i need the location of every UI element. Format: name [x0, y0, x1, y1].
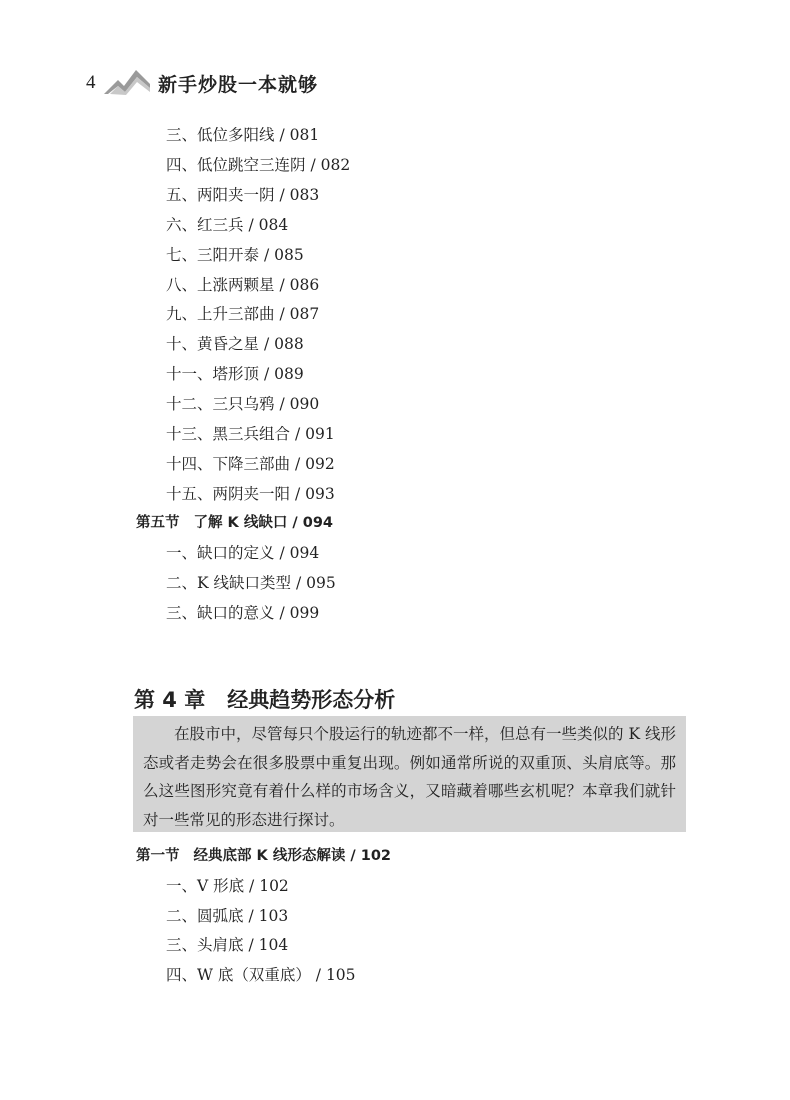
toc-entry[interactable]: 二、K 线缺口类型 / 095 — [166, 573, 336, 592]
toc-entry[interactable]: 八、上涨两颗星 / 086 — [166, 275, 320, 294]
toc-entry[interactable]: 十一、塔形顶 / 089 — [166, 365, 304, 384]
toc-entry-label: 十二、三只乌鸦 — [166, 395, 275, 414]
toc-entry[interactable]: 三、低位多阳线 / 081 — [166, 126, 320, 144]
toc-entry-label: 一、V 形底 — [166, 877, 245, 895]
toc-entry[interactable]: 十五、两阴夹一阳 / 093 — [166, 484, 335, 503]
toc-entry-page: 103 — [258, 906, 289, 925]
toc-entry-page: 088 — [274, 335, 304, 354]
toc-entry-page: 081 — [289, 126, 320, 144]
page-number: 4 — [86, 72, 96, 93]
section-number: 第五节 — [136, 515, 180, 531]
toc-entry-page: 083 — [289, 185, 320, 204]
toc-entry[interactable]: 十、黄昏之星 / 088 — [166, 335, 304, 354]
toc-entry-page: 082 — [320, 155, 351, 174]
toc-entry-label: 四、低位跳空三连阴 — [166, 155, 306, 174]
chapter-intro-box — [133, 716, 686, 832]
toc-entry-page: 093 — [305, 484, 335, 503]
chapter-heading — [134, 684, 395, 714]
toc-entry-label: 五、两阳夹一阴 — [166, 185, 275, 204]
toc-entry-page: 087 — [289, 305, 320, 324]
toc-entry[interactable]: 四、W 底（双重底） / 105 — [166, 966, 356, 985]
toc-entry[interactable]: 十二、三只乌鸦 / 090 — [166, 395, 320, 414]
toc-entry-page: 104 — [258, 936, 289, 955]
toc-entry-label: 三、头肩底 — [166, 936, 244, 955]
toc-entry[interactable]: 一、缺口的定义 / 094 — [166, 544, 320, 562]
toc-section-1[interactable]: 第一节 经典底部 K 线形态解读 / 102 — [136, 848, 392, 864]
toc-entry-label: 六、红三兵 — [166, 215, 244, 234]
toc-entry-label: 十三、黑三兵组合 — [166, 425, 291, 443]
toc-entry-page: 089 — [274, 365, 304, 384]
toc-entry-page: 095 — [306, 573, 336, 592]
section-number: 第一节 — [136, 848, 180, 864]
toc-entry[interactable]: 二、圆弧底 / 103 — [166, 906, 289, 925]
toc-entry-label: 十一、塔形顶 — [166, 365, 260, 384]
chapter-number: 第 4 章 — [134, 688, 206, 712]
toc-entry-page: 090 — [289, 395, 320, 414]
toc-entry-page: 085 — [274, 245, 304, 264]
toc-entry[interactable]: 十四、下降三部曲 / 092 — [166, 454, 335, 473]
book-title: 新手炒股一本就够 — [158, 74, 319, 96]
toc-entry-label: 二、K 线缺口类型 — [166, 573, 292, 592]
toc-entry-page: 086 — [289, 275, 320, 294]
toc-entry-label: 七、三阳开泰 — [166, 245, 260, 264]
toc-entry-page: 105 — [325, 966, 356, 985]
toc-entry[interactable]: 三、头肩底 / 104 — [166, 936, 289, 955]
toc-entry-page: 102 — [259, 877, 289, 895]
section-page: 094 — [302, 515, 334, 531]
toc-section-5[interactable]: 第五节 了解 K 线缺口 / 094 — [136, 515, 334, 531]
mountain-logo-icon — [104, 66, 150, 96]
toc-entry[interactable]: 十三、黑三兵组合 / 091 — [166, 425, 335, 443]
toc-entry-label: 十五、两阴夹一阳 — [166, 484, 291, 503]
toc-entry-page: 091 — [305, 425, 335, 443]
toc-entry[interactable]: 四、低位跳空三连阴 / 082 — [166, 155, 351, 174]
section-title: 经典底部 K 线形态解读 — [193, 848, 346, 864]
toc-entry-label: 九、上升三部曲 — [166, 305, 275, 324]
toc-entry-label: 三、缺口的意义 — [166, 603, 275, 622]
toc-entry-label: 十四、下降三部曲 — [166, 454, 291, 473]
toc-entry-label: 一、缺口的定义 — [166, 544, 275, 562]
chapter-intro-text: 在股市中，尽管每只个股运行的轨迹都不一样，但总有一些类似的 K 线形态或者走势会在很多股票中重复出现。例如通常所说的双重顶、头肩底等。那么这些图形究竟有着什么样的市场含义，又暗藏着哪些玄机呢？本章我们就针对一些常见的形态进行探讨。 — [143, 725, 676, 829]
toc-entry-label: 三、低位多阳线 — [166, 126, 275, 144]
toc-entry-page: 084 — [258, 215, 289, 234]
toc-entry[interactable]: 六、红三兵 / 084 — [166, 215, 289, 234]
toc-entry[interactable]: 一、V 形底 / 102 — [166, 877, 289, 895]
toc-entry-label: 二、圆弧底 — [166, 906, 244, 925]
toc-entry-label: 四、W 底（双重底） — [166, 966, 311, 985]
toc-entry-label: 八、上涨两颗星 — [166, 275, 275, 294]
chapter-title: 经典趋势形态分析 — [227, 688, 396, 712]
section-title: 了解 K 线缺口 — [193, 515, 288, 531]
section-page: 102 — [360, 848, 392, 864]
toc-entry[interactable]: 五、两阳夹一阴 / 083 — [166, 185, 320, 204]
toc-entry-label: 十、黄昏之星 — [166, 335, 260, 354]
toc-entry-page: 092 — [305, 454, 335, 473]
running-header — [86, 66, 486, 102]
toc-entry[interactable]: 九、上升三部曲 / 087 — [166, 305, 320, 324]
toc-entry[interactable]: 三、缺口的意义 / 099 — [166, 603, 320, 622]
toc-entry[interactable]: 七、三阳开泰 / 085 — [166, 245, 304, 264]
toc-entry-page: 094 — [289, 544, 320, 562]
toc-entry-page: 099 — [289, 603, 320, 622]
